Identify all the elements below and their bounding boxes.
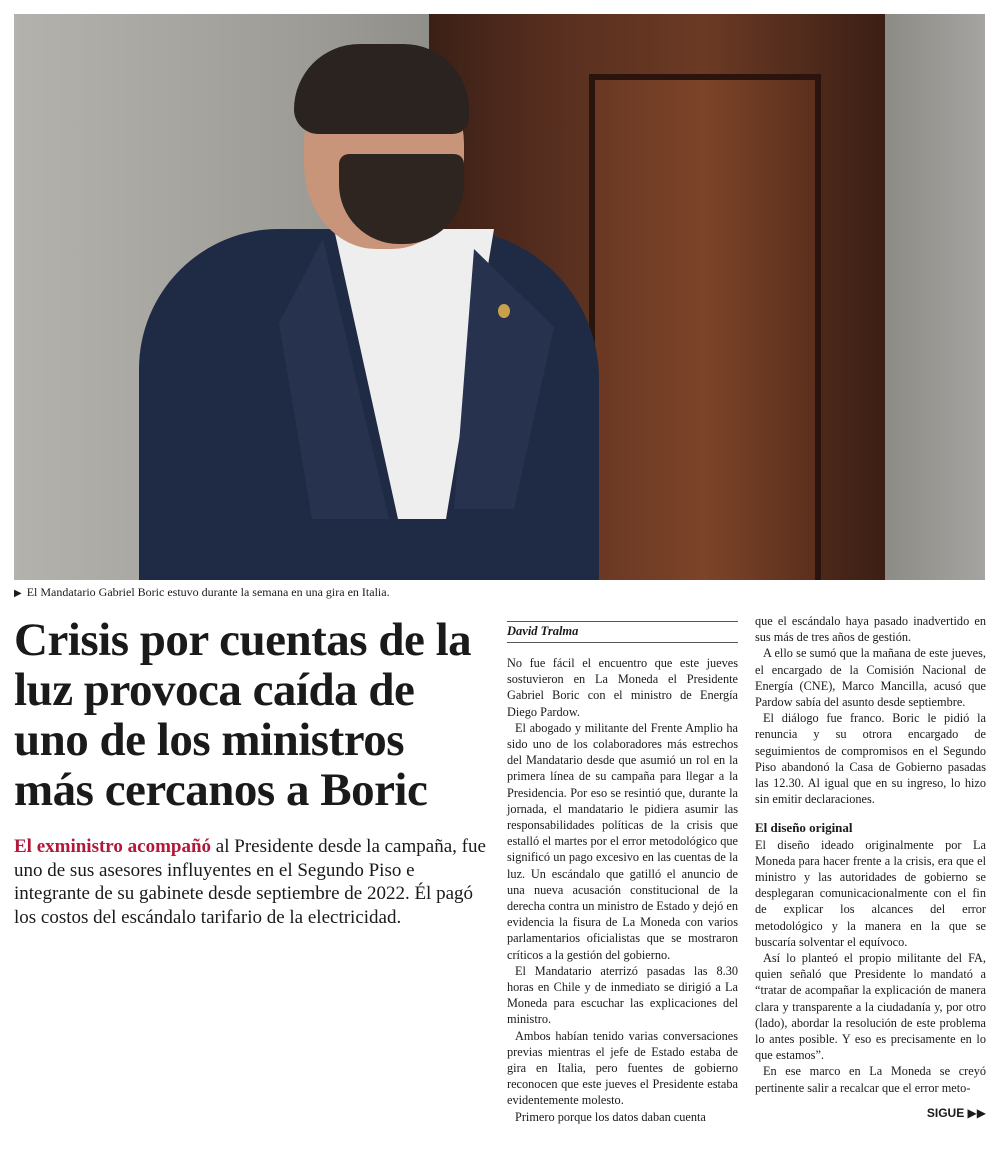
body-paragraph: Ambos habían tenido varias conversaciones previas mientras el jefe de Estado estaba de gira en Italia, pero fuentes de gobierno reconocen que este jueves el Presidente estaba evidentemente molesto. (507, 1028, 738, 1108)
photo-caption (14, 585, 494, 601)
photo-lapel-pin (498, 304, 510, 318)
body-paragraph: El Mandatario aterrizó pasadas las 8.30 horas en Chile y de inmediato se dirigió a La Moneda para escuchar las explicaciones del ministro. (507, 963, 738, 1027)
body-column-2 (755, 613, 986, 1121)
body-paragraph: que el escándalo haya pasado inadvertido en sus más de tres años de gestión. (755, 614, 986, 645)
body-paragraph: Primero porque los datos daban cuenta (515, 1109, 706, 1124)
photo-door-panel (589, 74, 821, 580)
subheading: El diseño original (755, 820, 853, 836)
body-paragraph: El diálogo fue franco. Boric le pidió la renuncia y su otrora encargado de seguimientos de compromisos en el Segundo Piso abandonó la Casa de Gobierno pasadas las 12.30. Al igual que en su ingreso, lo hizo sin emitir declaraciones. (755, 711, 986, 807)
lead-kicker: El exministro acompañó (14, 836, 212, 857)
headline-block (14, 615, 490, 929)
headline: Crisis por cuentas de la luz provoca caída de uno de los ministros más cercanos a Boric (14, 614, 472, 816)
body-paragraph: A ello se sumó que la mañana de este jueves, el encargado de la Comisión Nacional de Energía (CNE), Marco Mancilla, acusó que Pardow sabía del asunto desde septiembre. (755, 646, 986, 710)
article-photo (14, 14, 985, 580)
lead-paragraph (14, 835, 490, 929)
byline: David Tralma (507, 621, 738, 643)
body-paragraph: El abogado y militante del Frente Amplio ha sido uno de los colaboradores más estrechos del Mandatario desde que asumió un rol en la primera línea de su campaña para llegar a la Presidencia. Por eso se resintió que, durante la jornada, el mandatario le pidiera asumir las responsabilidades políticas de la crisis que estalló el martes por el error metodológico que significó un pago excesivo en las cuentas de la luz. Un escándalo que gatilló el anuncio de una nueva acusación constitucional de la derecha contra un ministro de Estado y dejó en evidencia la fisura de La Moneda con varios parlamentarios oficialistas que se mostraron críticos a la gestión del gobierno. (507, 720, 738, 962)
photo-door-jamb (885, 14, 985, 580)
caption-text: El Mandatario Gabriel Boric estuvo durante la semana en una gira en Italia. (26, 585, 390, 599)
continue-label: SIGUE ▶▶ (926, 1105, 986, 1120)
body-paragraph: El diseño ideado originalmente por La Moneda para hacer frente a la crisis, era que el ministro y las autoridades de gobierno se desplegaran comunicacionalmente con el fin de explicar los alcances del error metodológico y la manera en la que se buscaría solventar el equívoco. (755, 837, 986, 949)
body-paragraph: Así lo planteó el propio militante del FA, quien señaló que Presidente lo mandató a “tratar de acompañar la explicación de manera clara y transparente a la ciudadanía y, por otro (lado), abordar la resolución de este problema lo antes posible. Y eso es precisamente en lo que estamos”. (755, 951, 986, 1063)
photo-person-hair (294, 44, 469, 134)
lead-text: al Presidente desde la campaña, fue uno de sus asesores influyentes en el Segundo Piso e integrante de su gabinete desde septiembre de 2022. Él pagó los costos del escándalo tarifario de la electricidad. (14, 836, 486, 928)
triangle-right-icon: ▶ (14, 588, 22, 599)
body-paragraph: En ese marco en La Moneda se creyó pertinente salir a recalcar que el error meto- (755, 1064, 986, 1095)
body-column-1 (507, 621, 738, 1125)
body-paragraph: No fue fácil el encuentro que este jueves sostuvieron en La Moneda el Presidente Gabriel Boric con el ministro de Energía Diego Pardow. (507, 656, 738, 719)
